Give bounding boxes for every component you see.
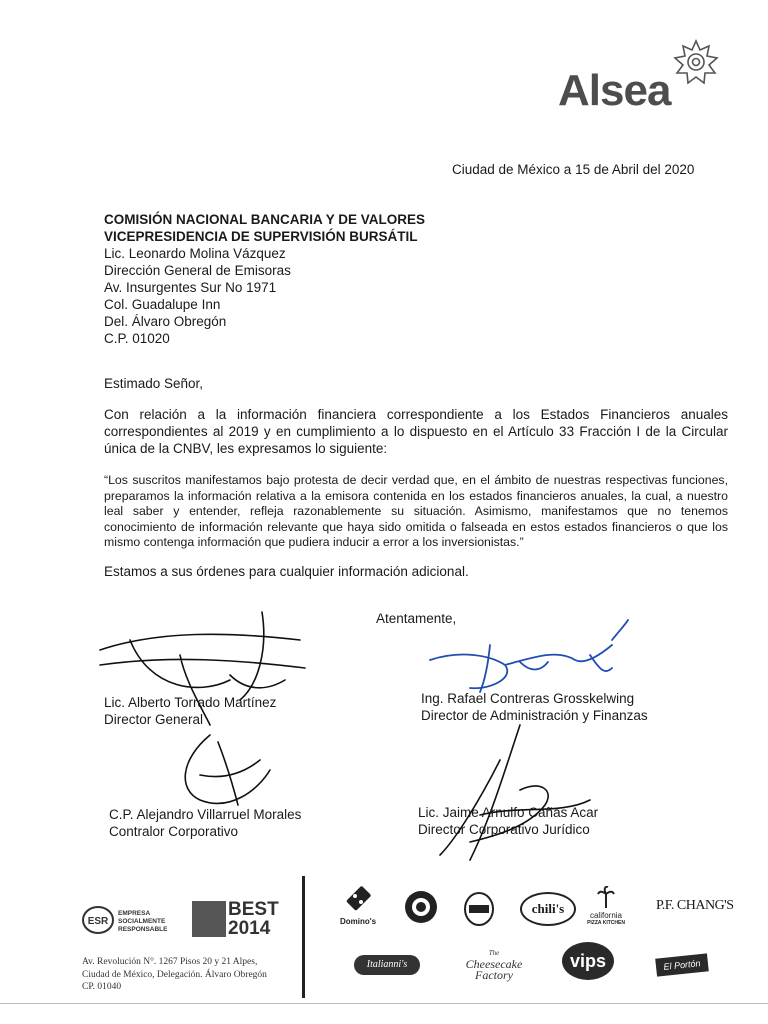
signature-contreras: [430, 620, 628, 692]
signature-canas: [440, 725, 590, 860]
signatory-title: Director Corporativo Jurídico: [418, 822, 590, 837]
signatory-title: Director de Administración y Finanzas: [421, 708, 648, 723]
brand-label: Domino's: [339, 917, 377, 926]
burger-king-logo-icon: [464, 892, 494, 926]
sun-icon: [672, 38, 720, 86]
recipient-line: C.P. 01020: [104, 331, 170, 346]
recipient-line: VICEPRESIDENCIA DE SUPERVISIÓN BURSÁTIL: [104, 229, 418, 244]
signature-villarruel: [185, 735, 270, 805]
letter-date: Ciudad de México a 15 de Abril del 2020: [452, 162, 695, 177]
best-line: 2014: [228, 918, 271, 939]
brand-label: PIZZA KITCHEN: [587, 920, 625, 926]
brand-label: Factory: [475, 968, 513, 982]
signatory-name: Ing. Rafael Contreras Grosskelwing: [421, 691, 635, 706]
alsea-logo-text: Alsea: [558, 66, 671, 115]
address-line: Av. Revolución N°. 1267 Pisos 20 y 21 Alpes,: [82, 957, 258, 967]
greeting: Estimado Señor,: [104, 376, 204, 391]
dominos-logo: [330, 884, 386, 926]
signatory-name: Lic. Jaime Arnulfo Cañas Acar: [418, 805, 599, 820]
address-line: Ciudad de México, Delegación. Álvaro Obregón: [82, 969, 267, 980]
recipient-line: COMISIÓN NACIONAL BANCARIA Y DE VALORES: [104, 212, 426, 227]
brand-label: Cheesecake: [465, 957, 523, 971]
esr-badge-text: ESR: [87, 916, 109, 927]
esr-text: SOCIALMENTE: [118, 918, 166, 925]
signatory-title: Director General: [104, 712, 204, 727]
esr-text: EMPRESA: [118, 910, 151, 917]
brand-label: california: [589, 911, 622, 920]
cheesecake-factory-logo: [458, 948, 530, 981]
recipient-line: Dirección General de Emisoras: [104, 263, 291, 278]
sign-off: Atentamente,: [376, 611, 457, 626]
esr-logo: [82, 903, 182, 937]
bottom-rule: [0, 1003, 768, 1004]
signatory-name: Lic. Alberto Torrado Martínez: [104, 695, 277, 710]
best-line: BEST: [228, 899, 279, 920]
declaration-quote: “Los suscritos manifestamos bajo protesta de decir verdad que, en el ámbito de nuestras respectivas funciones, preparamos la información relativa a la emisora contenida en los estados financieros anuales, la cual, a nuestro leal saber y entender, refleja razonablemente su situación. Asimismo, manifestamos que no tenemos conocimiento de información relevante que haya sido omitida o falseada en estos estados financieros o que los mismo contenga información que pudiera inducir a error a los inversionistas.”: [104, 473, 728, 549]
signatory-block: [104, 694, 276, 728]
closing-line: Estamos a sus órdenes para cualquier información adicional.: [104, 564, 469, 579]
address-line: CP. 01040: [82, 982, 122, 992]
brand-label: The: [488, 949, 500, 957]
intro-paragraph: Con relación a la información financiera correspondiente a los Estados Financieros anuales correspondientes al 2019 y en cumplimiento a lo dispuesto en el Artículo 33 Fracción I de la Circular única de la CNBV, les expresamos lo siguiente:: [104, 407, 728, 456]
footer-address: [82, 956, 267, 994]
signatory-name: C.P. Alejandro Villarruel Morales: [109, 807, 302, 822]
palm-tree-icon: [597, 886, 615, 908]
italiannis-logo: Italianni's: [354, 955, 420, 975]
signatory-block: [418, 804, 598, 838]
starbucks-logo-icon: [404, 890, 438, 924]
recipient-block: [104, 211, 425, 347]
recipient-line: Av. Insurgentes Sur No 1971: [104, 280, 277, 295]
signatory-block: [421, 690, 648, 724]
best-logo-box: [192, 901, 226, 937]
recipient-line: Del. Álvaro Obregón: [104, 314, 227, 329]
signatory-block: [109, 806, 301, 840]
domino-icon: [343, 884, 373, 914]
recipient-line: Lic. Leonardo Molina Vázquez: [104, 246, 286, 261]
pfchangs-logo: P.F. CHANG'S: [656, 898, 734, 913]
el-porton-logo: El Portón: [655, 953, 709, 976]
footer-divider: [302, 876, 305, 998]
cpk-logo: [580, 886, 632, 926]
best-logo-text: [228, 900, 279, 938]
signatory-title: Contralor Corporativo: [109, 824, 239, 839]
vips-logo: vips: [562, 942, 614, 980]
esr-text: RESPONSABLE: [118, 926, 168, 933]
chilis-logo: chili's: [520, 892, 576, 926]
recipient-line: Col. Guadalupe Inn: [104, 297, 221, 312]
